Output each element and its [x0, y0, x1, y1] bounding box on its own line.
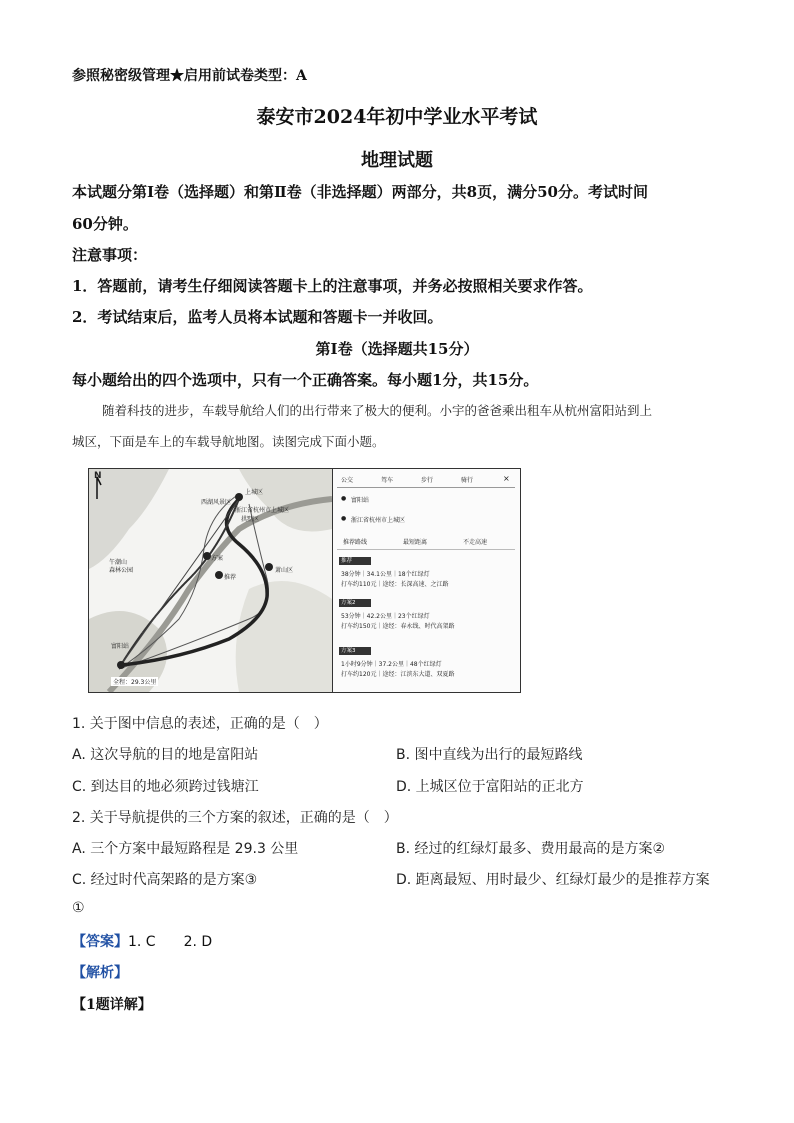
subject-title: 地理试题 — [361, 150, 433, 171]
answer-tag: 【答案】 — [72, 934, 128, 950]
map-label-park2: 森林公园 — [109, 567, 134, 574]
passage-line-1: 随着科技的进步，车载导航给人们的出行带来了极大的便利。小宇的爸爸乘出租车从杭州富阳站到上 — [102, 403, 653, 418]
route-panel — [332, 468, 521, 693]
option-no-highway[interactable]: 不走高速 — [463, 539, 488, 546]
map-label-shangcheng: 上城区 — [245, 489, 264, 496]
map-label-tuijian: 推荐 — [224, 574, 237, 581]
question-1-option-c[interactable]: C. 到达目的地必须跨过钱塘江 — [72, 779, 259, 795]
map-label-xiaoshan: 萧山区 — [275, 567, 294, 574]
question-2-option-d-continued: ① — [72, 900, 85, 916]
secrecy-label: 参照秘密级管理★启用前试卷类型：A — [72, 68, 307, 84]
answer-value: 1. C 2. D — [128, 934, 213, 950]
option-recommended[interactable]: 推荐路线 — [343, 539, 368, 546]
tab-bike[interactable]: 骑行 — [461, 477, 474, 484]
question-1-option-d[interactable]: D. 上城区位于富阳站的正北方 — [396, 779, 584, 795]
question-1-stem: 1. 关于图中信息的表述，正确的是（ ） — [72, 716, 328, 732]
tab-drive[interactable]: 驾车 — [381, 477, 394, 484]
map-label-dest: 浙江省杭州市上城区 — [235, 507, 290, 514]
plan-tag-3[interactable]: 方案3 — [339, 647, 371, 655]
section-title: 第Ⅰ卷（选择题共15分） — [315, 340, 479, 358]
start-dot-icon: ● — [341, 495, 347, 502]
plan-3-summary: 1小时9分钟｜37.2公里｜48个红绿灯 — [341, 661, 442, 668]
north-label: N — [94, 471, 102, 481]
question-2-option-d[interactable]: D. 距离最短、用时最少、红绿灯最少的是推荐方案 — [396, 872, 710, 888]
plan-tag-2[interactable]: 方案2 — [339, 599, 371, 607]
tab-walk[interactable]: 步行 — [421, 477, 434, 484]
plan-2-summary: 53分钟｜42.2公里｜23个红绿灯 — [341, 613, 430, 620]
exam-title: 泰安市2024年初中学业水平考试 — [256, 106, 538, 128]
intro-line-1: 本试题分第Ⅰ卷（选择题）和第Ⅱ卷（非选择题）两部分，共8页，满分50分。考试时间 — [72, 183, 648, 201]
section-instruction: 每小题给出的四个选项中，只有一个正确答案。每小题1分，共15分。 — [72, 371, 539, 389]
question-2-stem: 2. 关于导航提供的三个方案的叙述，正确的是（ ） — [72, 810, 398, 826]
notes-title: 注意事项： — [72, 246, 148, 264]
detail-tag: 【1题详解】 — [72, 997, 152, 1013]
question-2-option-b[interactable]: B. 经过的红绿灯最多、费用最高的是方案② — [396, 841, 666, 857]
question-1-option-b[interactable]: B. 图中直线为出行的最短路线 — [396, 747, 583, 763]
close-icon[interactable]: × — [503, 474, 510, 483]
plan-tag-1[interactable]: 推荐 — [339, 557, 371, 565]
plan-1-detail: 打车约110元｜途经：长深高速、之江路 — [341, 581, 449, 588]
note-2: 2．考试结束后，监考人员将本试题和答题卡一并收回。 — [72, 308, 443, 326]
plan-2-detail: 打车约150元｜途经：春永线、时代高架路 — [341, 623, 455, 630]
route-start: 富阳站 — [351, 497, 370, 504]
plan-1-summary: 38分钟｜34.1公里｜18个红绿灯 — [341, 571, 430, 578]
map-label-fangan: 方案 — [211, 555, 224, 562]
analysis-tag: 【解析】 — [72, 965, 128, 981]
map-label-fuyang: 富阳站 — [111, 643, 130, 650]
tab-bus[interactable]: 公交 — [341, 477, 354, 484]
map-label-distance: 全程：29.3公里 — [113, 679, 157, 686]
map-label-jiangqu: 拱墅区 — [241, 516, 260, 523]
question-2-option-c[interactable]: C. 经过时代高架路的是方案③ — [72, 872, 258, 888]
plan-3-detail: 打车约120元｜途经：江滨东大道、双夏路 — [341, 671, 455, 678]
intro-line-2: 60分钟。 — [72, 215, 138, 233]
answer-line — [72, 931, 212, 951]
map-label-park1: 午潮山 — [109, 559, 128, 566]
route-end: 浙江省杭州市上城区 — [351, 517, 406, 524]
passage-line-2: 城区，下面是车上的车载导航地图。读图完成下面小题。 — [72, 434, 385, 449]
navigation-map — [88, 468, 333, 693]
question-1-option-a[interactable]: A. 这次导航的目的地是富阳站 — [72, 747, 259, 763]
note-1: 1．答题前，请考生仔细阅读答题卡上的注意事项，并务必按照相关要求作答。 — [72, 277, 593, 295]
option-shortest[interactable]: 最短距离 — [403, 539, 428, 546]
map-label-xihu: 西湖风景区 — [201, 499, 232, 506]
end-dot-icon: ● — [341, 515, 347, 522]
question-2-option-a[interactable]: A. 三个方案中最短路程是 29.3 公里 — [72, 841, 299, 857]
